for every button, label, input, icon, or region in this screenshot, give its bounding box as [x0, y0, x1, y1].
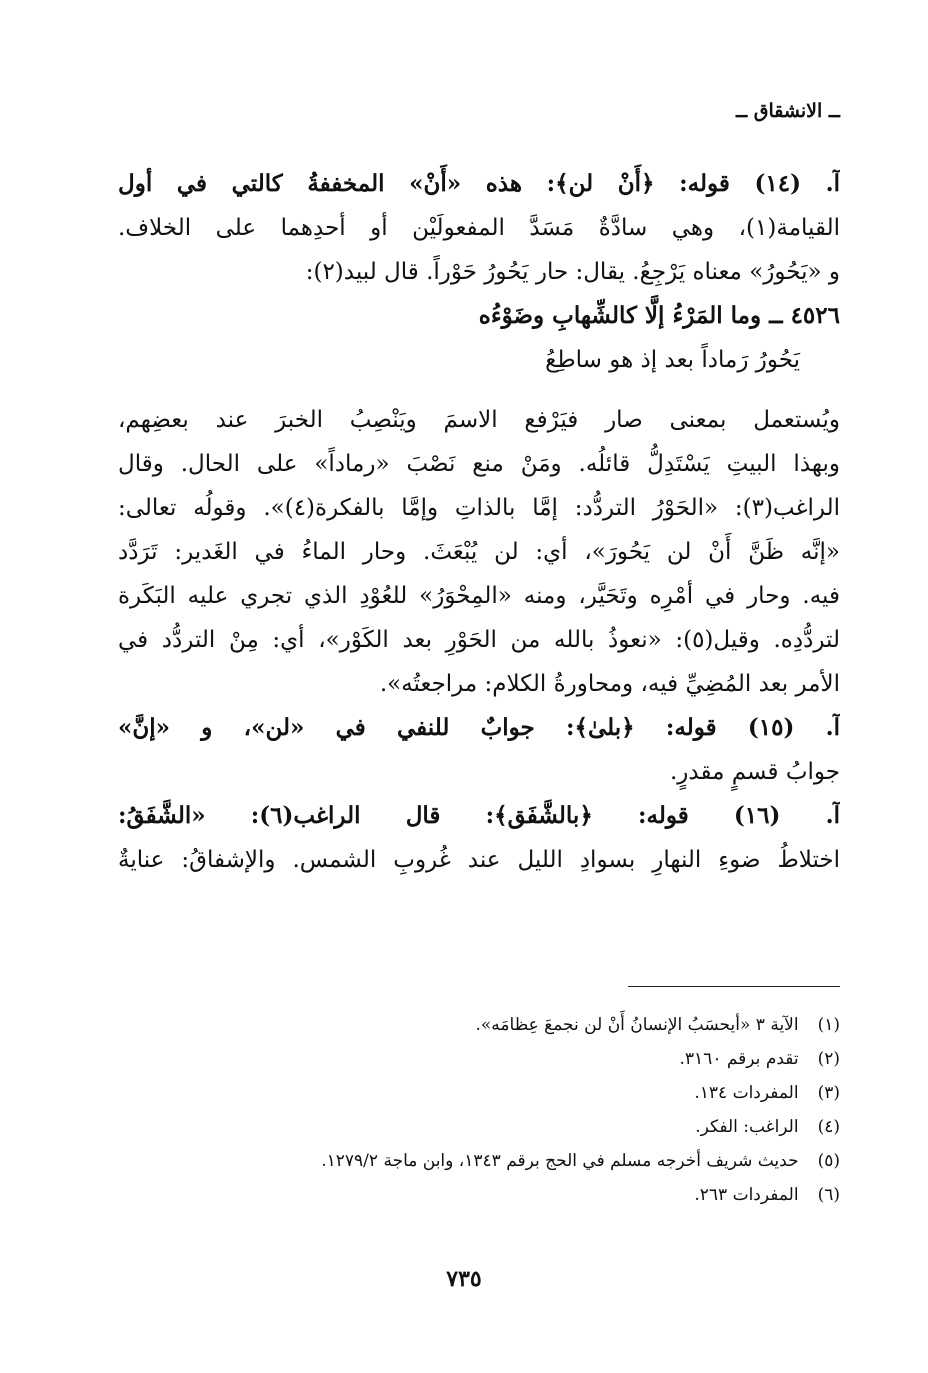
footnote [140, 1144, 840, 1178]
footnote [140, 1042, 840, 1076]
paragraph-line: القيامة(١)، وهي سادَّةٌ مَسَدَّ المفعولَيْن أو أحدِهما على الخلاف. [118, 215, 840, 241]
footnote-text: المفردات ٢٦٣. [694, 1185, 799, 1205]
footnote-text: الآية ٣ «أيحسَبُ الإنسانُ أَنْ لن نجمعَ عِظامَه». [475, 1015, 799, 1035]
footnote [140, 1110, 840, 1144]
paragraph-line: اختلاطُ ضوءِ النهارِ بسوادِ الليل عند غُروبِ الشمس. والإشفاقُ: عنايةٌ [118, 847, 840, 873]
body-text [118, 162, 840, 882]
paragraph-line: آ. (١٥) قوله: ﴿بلىٰ﴾: جوابٌ للنفي في «لن»، و «إنَّ» [118, 714, 840, 741]
footnote [140, 1008, 840, 1042]
footnote-number: (٥) [817, 1151, 840, 1171]
paragraph-line: و «يَحُورُ» معناه يَرْجِعُ. يقال: حار يَحُورُ حَوْراً. قال لبيد(٢): [305, 259, 840, 285]
paragraph-line: جوابُ قسمٍ مقدرٍ. [669, 759, 840, 785]
paragraph-line: الراغب(٣): «الحَوْرُ التردُّد: إمَّا بالذاتِ وإمَّا بالفكرة(٤)». وقولُه تعالى: [118, 495, 840, 521]
paragraph-line: الأمر بعد المُضِيِّ فيه، ومحاورةُ الكلام: مراجعتُه». [379, 671, 840, 697]
paragraph-line: فيه. وحار في أمْرِه وتَحَيَّر، ومنه «المِحْوَرُ» للعُوْدِ الذي تجري عليه البَكَرة [118, 583, 840, 609]
paragraph-line: ويُستعمل بمعنى صار فيَرْفع الاسمَ ويَنْصِبُ الخبرَ عند بعضِهم، [118, 407, 840, 433]
footnote-text: تقدم برقم ٣١٦٠. [679, 1049, 799, 1069]
footnote-number: (٤) [817, 1117, 840, 1137]
footnote-text: المفردات ١٣٤. [694, 1083, 799, 1103]
page-number: ٧٣٥ [446, 1266, 482, 1292]
paragraph-line: لتردُّدِه. وقيل(٥): «نعوذُ بالله من الحَوْرِ بعد الكَوْر»، أي: مِنْ التردُّد في [118, 627, 840, 653]
running-header: ــ الانشقاق ــ [736, 100, 840, 122]
footnote-number: (٣) [817, 1083, 840, 1103]
footnote [140, 1178, 840, 1212]
poetry-verse-second-hemistich: يَحُورُ رَماداً بعد إذ هو ساطِعُ [545, 347, 800, 373]
footnotes [140, 1008, 840, 1212]
footnote-number: (٦) [817, 1185, 840, 1205]
spacer [118, 382, 840, 398]
footnote-number: (١) [817, 1015, 840, 1035]
footnote-number: (٢) [817, 1049, 840, 1069]
footnote [140, 1076, 840, 1110]
footnote-text: الراغب: الفكر. [695, 1117, 799, 1137]
paragraph-line: «إنَّه ظَنَّ أَنْ لن يَحُورَ»، أي: لن يُبْعَثَ. وحار الماءُ في الغَدير: تَرَدَّد [118, 539, 840, 565]
poetry-verse-first-hemistich: ٤٥٢٦ ــ وما المَرْءُ إلَّا كالشِّهابِ وضَوْءُه [478, 302, 840, 329]
footnote-divider [628, 986, 840, 987]
paragraph-line: آ. (١٤) قوله: ﴿أَنْ لن﴾: هذه «أَنْ» المخففةُ كالتي في أول [118, 170, 840, 197]
paragraph-line: آ. (١٦) قوله: ﴿بالشَّفَق﴾: قال الراغب(٦): «الشَّفَقُ: [118, 802, 840, 829]
footnote-text: حديث شريف أخرجه مسلم في الحج برقم ١٣٤٣، وابن ماجة ١٢٧٩/٢. [321, 1151, 799, 1171]
paragraph-line: وبهذا البيتِ يَسْتَدِلُّ قائلُه. ومَنْ منع نَصْبَ «رماداً» على الحال. وقال [118, 451, 840, 477]
